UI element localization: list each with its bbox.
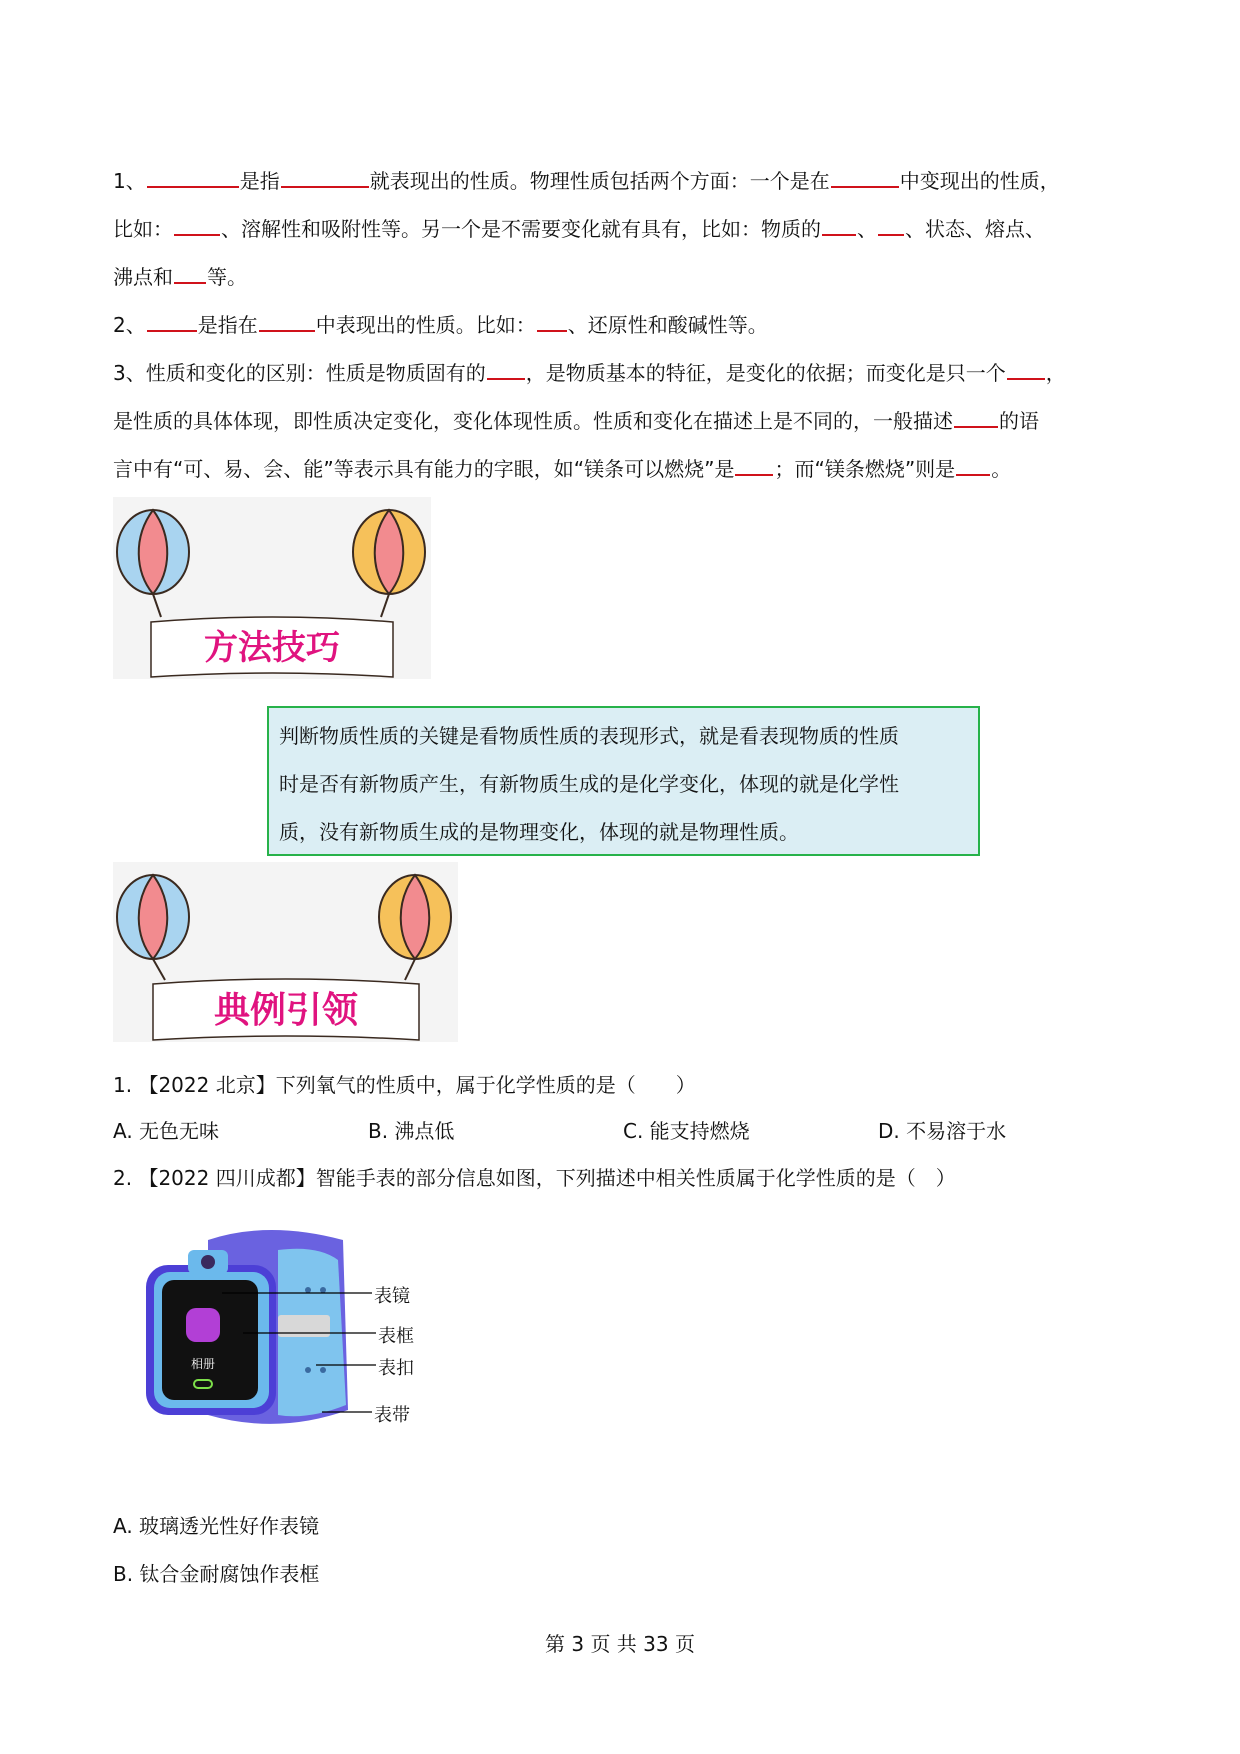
label-buckle: 表扣	[378, 1358, 414, 1379]
q1-line1: 1、 是指 就表现出的性质。物理性质包括两个方面：一个是在 中变现出的性质，	[113, 166, 1060, 195]
option-a[interactable]: A. 无色无味	[113, 1119, 220, 1143]
q3-line1: 3、性质和变化的区别：性质是物质固有的 ，是物质基本的特征，是变化的依据；而变化是只一个 ，	[113, 358, 1066, 387]
option-d[interactable]: D. 不易溶于水	[878, 1119, 1007, 1143]
example-q2-stem: 2. 【2022 四川成都】智能手表的部分信息如图，下列描述中相关性质属于化学性质的是（ ）	[113, 1166, 956, 1190]
q1-line2: 比如： 、溶解性和吸附性等。另一个是不需要变化就有具有，比如：物质的 、 、状态、熔点、	[113, 214, 1045, 243]
option-b[interactable]: B. 沸点低	[368, 1119, 455, 1143]
label-strap: 表带	[374, 1405, 410, 1426]
option-a[interactable]: A. 玻璃透光性好作表镜	[113, 1514, 320, 1538]
q3-line3: 言中有“可、易、会、能”等表示具有能力的字眼，如“镁条可以燃烧”是 ；而“镁条燃烧”则是 。	[113, 454, 1011, 483]
label-crystal: 表镜	[374, 1286, 410, 1307]
label-bezel: 表框	[378, 1326, 414, 1347]
option-b[interactable]: B. 钛合金耐腐蚀作表框	[113, 1562, 320, 1586]
example-q1-stem: 1. 【2022 北京】下列氧气的性质中，属于化学性质的是（ ）	[113, 1073, 696, 1097]
svg-text:方法技巧: 方法技巧	[204, 628, 340, 668]
svg-text:典例引领: 典例引领	[213, 989, 359, 1031]
q1-line3: 沸点和 等。	[113, 262, 247, 291]
q3-line2: 是性质的具体体现，即性质决定变化，变化体现性质。性质和变化在描述上是不同的，一般描述 的语	[113, 406, 1039, 435]
tip-box: 判断物质性质的关键是看物质性质的表现形式，就是看表现物质的性质 时是否有新物质产生，有新物质生成的是化学变化，体现的就是化学性 质，没有新物质生成的是物理变化，体现的就是物理性质。	[267, 706, 980, 856]
option-c[interactable]: C. 能支持燃烧	[623, 1119, 750, 1143]
page-number: 第 3 页 共 33 页	[545, 1632, 695, 1656]
q2-line: 2、 是指在 中表现出的性质。比如： 、还原性和酸碱性等。	[113, 310, 768, 339]
svg-text:相册: 相册	[190, 1357, 216, 1371]
